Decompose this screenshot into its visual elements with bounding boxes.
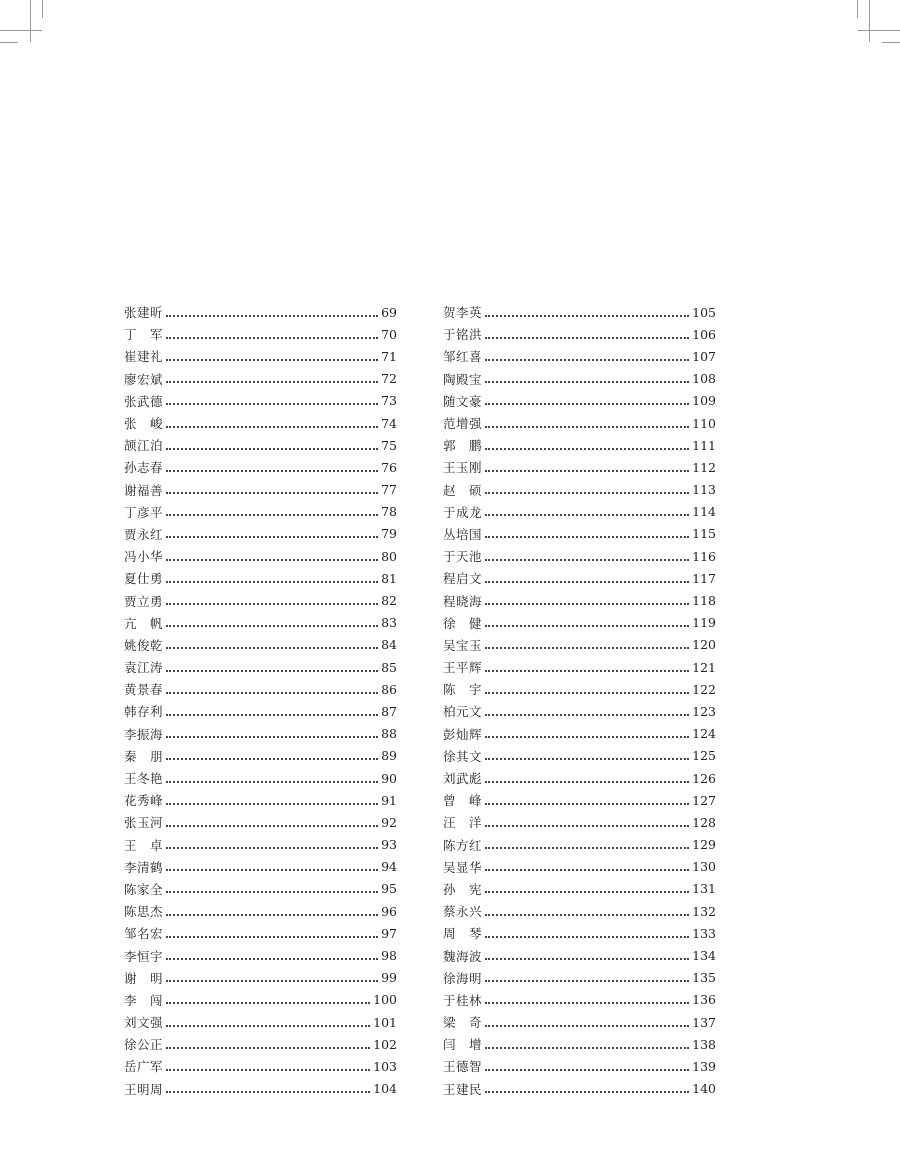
index-entry	[124, 678, 397, 700]
dot-leader	[166, 1001, 370, 1004]
entry-name: 谢福善	[124, 482, 164, 498]
index-entry	[124, 989, 397, 1011]
index-entry	[443, 567, 716, 589]
entry-name: 柏元文	[443, 704, 483, 720]
dot-leader	[166, 646, 378, 649]
index-entry	[443, 967, 716, 989]
dot-leader	[166, 535, 378, 538]
crop-mark-top-left-h	[0, 30, 42, 31]
dot-leader	[166, 1068, 370, 1071]
crop-mark-top-right-v2	[857, 0, 858, 18]
index-entry	[124, 944, 397, 966]
dot-leader	[485, 624, 689, 627]
index-entry	[443, 301, 716, 323]
index-entry	[443, 412, 716, 434]
dot-leader	[166, 713, 378, 716]
entry-name: 李振海	[124, 726, 164, 742]
entry-name: 魏海波	[443, 948, 483, 964]
entry-name: 张建昕	[124, 305, 164, 321]
index-entry	[443, 700, 716, 722]
dot-leader	[485, 1001, 689, 1004]
entry-name: 姚俊乾	[124, 637, 164, 653]
dot-leader	[166, 1024, 370, 1027]
entry-page-number: 138	[692, 1036, 716, 1052]
dot-leader	[485, 780, 689, 783]
index-entry	[124, 922, 397, 944]
index-left-column	[124, 301, 397, 1100]
dot-leader	[485, 802, 689, 805]
dot-leader	[485, 1024, 689, 1027]
index-entry	[124, 878, 397, 900]
index-entry	[443, 678, 716, 700]
entry-page-number: 106	[692, 326, 716, 342]
dot-leader	[166, 935, 378, 938]
index-entry	[443, 479, 716, 501]
dot-leader	[485, 558, 689, 561]
entry-page-number: 84	[381, 637, 397, 653]
entry-page-number: 123	[692, 703, 716, 719]
entry-page-number: 140	[692, 1081, 716, 1097]
entry-page-number: 102	[373, 1036, 397, 1052]
index-entry	[443, 545, 716, 567]
entry-name: 陶殿宝	[443, 371, 483, 387]
entry-name: 随文豪	[443, 393, 483, 409]
dot-leader	[485, 890, 689, 893]
index-entry	[443, 767, 716, 789]
index-entry	[124, 811, 397, 833]
entry-page-number: 129	[692, 837, 716, 853]
dot-leader	[485, 979, 689, 982]
dot-leader	[166, 447, 378, 450]
dot-leader	[166, 624, 378, 627]
entry-page-number: 77	[381, 482, 397, 498]
crop-mark-top-right-h2	[882, 42, 900, 43]
dot-leader	[166, 868, 378, 871]
entry-name: 程晓海	[443, 593, 483, 609]
index-entry	[443, 1011, 716, 1033]
entry-page-number: 98	[381, 948, 397, 964]
entry-page-number: 119	[692, 615, 716, 631]
entry-name: 吴宝玉	[443, 637, 483, 653]
entry-name: 范增强	[443, 416, 483, 432]
entry-page-number: 117	[692, 570, 716, 586]
index-entry	[124, 456, 397, 478]
dot-leader	[166, 691, 378, 694]
entry-page-number: 72	[381, 371, 397, 387]
entry-name: 于桂林	[443, 992, 483, 1008]
dot-leader	[485, 491, 689, 494]
entry-name: 徐公正	[124, 1037, 164, 1053]
index-entry	[124, 345, 397, 367]
index-entry	[124, 1078, 397, 1100]
index-entry	[443, 1055, 716, 1077]
dot-leader	[166, 469, 378, 472]
index-entry	[443, 878, 716, 900]
index-entry	[443, 789, 716, 811]
entry-name: 周 琴	[443, 926, 483, 942]
index-entry	[124, 545, 397, 567]
index-entry	[124, 501, 397, 523]
entry-name: 于铭洪	[443, 327, 483, 343]
dot-leader	[166, 1046, 370, 1049]
dot-leader	[166, 735, 378, 738]
index-entry	[124, 523, 397, 545]
entry-page-number: 126	[692, 770, 716, 786]
dot-leader	[166, 846, 378, 849]
entry-name: 韩存利	[124, 704, 164, 720]
entry-name: 王 卓	[124, 837, 164, 853]
entry-page-number: 91	[381, 792, 397, 808]
entry-page-number: 75	[381, 437, 397, 453]
dot-leader	[166, 602, 378, 605]
entry-page-number: 87	[381, 703, 397, 719]
entry-name: 孙志春	[124, 460, 164, 476]
entry-page-number: 88	[381, 726, 397, 742]
entry-name: 亢 帆	[124, 615, 164, 631]
index-entry	[124, 412, 397, 434]
index-entry	[124, 1033, 397, 1055]
entry-name: 廖宏斌	[124, 371, 164, 387]
index-entry	[124, 856, 397, 878]
entry-name: 王建民	[443, 1081, 483, 1097]
index-entry	[124, 789, 397, 811]
entry-page-number: 125	[692, 748, 716, 764]
entry-name: 谢 明	[124, 970, 164, 986]
entry-name: 徐海明	[443, 970, 483, 986]
index-entry	[124, 301, 397, 323]
entry-name: 花秀峰	[124, 793, 164, 809]
entry-page-number: 83	[381, 615, 397, 631]
entry-page-number: 73	[381, 393, 397, 409]
index-entry	[443, 745, 716, 767]
index-entry	[443, 434, 716, 456]
entry-name: 于成龙	[443, 504, 483, 520]
index-entry	[124, 612, 397, 634]
entry-page-number: 111	[692, 437, 716, 453]
index-entry	[124, 700, 397, 722]
entry-page-number: 133	[692, 925, 716, 941]
dot-leader	[485, 957, 689, 960]
crop-mark-top-left-h2	[0, 42, 18, 43]
index-entry	[443, 723, 716, 745]
entry-page-number: 100	[373, 992, 397, 1008]
index-entry	[443, 834, 716, 856]
entry-name: 闫 增	[443, 1037, 483, 1053]
dot-leader	[485, 846, 689, 849]
index-entry	[124, 368, 397, 390]
entry-page-number: 99	[381, 970, 397, 986]
index-entry	[443, 390, 716, 412]
dot-leader	[485, 425, 689, 428]
index-entry	[443, 856, 716, 878]
dot-leader	[166, 1090, 370, 1093]
index-entry	[124, 656, 397, 678]
entry-name: 彭灿辉	[443, 726, 483, 742]
entry-name: 张武德	[124, 393, 164, 409]
entry-name: 赵 硕	[443, 482, 483, 498]
entry-page-number: 137	[692, 1014, 716, 1030]
entry-page-number: 104	[373, 1081, 397, 1097]
entry-page-number: 124	[692, 726, 716, 742]
entry-name: 王德智	[443, 1059, 483, 1075]
entry-name: 冯小华	[124, 549, 164, 565]
index-entry	[124, 589, 397, 611]
dot-leader	[485, 935, 689, 938]
entry-name: 曾 峰	[443, 793, 483, 809]
entry-page-number: 80	[381, 548, 397, 564]
index-entry	[124, 900, 397, 922]
dot-leader	[485, 1046, 689, 1049]
index-entry	[124, 834, 397, 856]
entry-page-number: 118	[692, 593, 716, 609]
dot-leader	[485, 868, 689, 871]
index-entry	[443, 922, 716, 944]
dot-leader	[166, 802, 378, 805]
dot-leader	[166, 314, 378, 317]
dot-leader	[166, 913, 378, 916]
index-entry	[443, 900, 716, 922]
entry-name: 张 峻	[124, 416, 164, 432]
dot-leader	[166, 979, 378, 982]
index-entry	[443, 656, 716, 678]
dot-leader	[485, 913, 689, 916]
entry-name: 黄景春	[124, 682, 164, 698]
entry-name: 李恒宇	[124, 948, 164, 964]
dot-leader	[485, 713, 689, 716]
entry-page-number: 139	[692, 1058, 716, 1074]
entry-page-number: 135	[692, 970, 716, 986]
dot-leader	[166, 402, 378, 405]
index-entry	[124, 723, 397, 745]
entry-name: 徐其文	[443, 748, 483, 764]
dot-leader	[485, 513, 689, 516]
dot-leader	[485, 314, 689, 317]
entry-page-number: 89	[381, 748, 397, 764]
entry-page-number: 122	[692, 681, 716, 697]
entry-name: 梁 奇	[443, 1015, 483, 1031]
entry-page-number: 128	[692, 814, 716, 830]
dot-leader	[166, 780, 378, 783]
index-entry	[443, 1033, 716, 1055]
entry-name: 颉江泊	[124, 438, 164, 454]
entry-page-number: 109	[692, 393, 716, 409]
dot-leader	[485, 1068, 689, 1071]
dot-leader	[166, 425, 378, 428]
entry-name: 贾永红	[124, 526, 164, 542]
dot-leader	[166, 380, 378, 383]
dot-leader	[485, 447, 689, 450]
index-entry	[443, 1078, 716, 1100]
entry-name: 崔建礼	[124, 349, 164, 365]
entry-name: 李 闯	[124, 992, 164, 1008]
entry-page-number: 86	[381, 681, 397, 697]
entry-name: 王平辉	[443, 660, 483, 676]
index-entry	[443, 589, 716, 611]
dot-leader	[485, 1090, 689, 1093]
entry-page-number: 93	[381, 837, 397, 853]
entry-name: 王明周	[124, 1081, 164, 1097]
entry-page-number: 78	[381, 504, 397, 520]
index-entry	[443, 456, 716, 478]
entry-page-number: 97	[381, 925, 397, 941]
entry-name: 王冬艳	[124, 771, 164, 787]
entry-page-number: 132	[692, 903, 716, 919]
dot-leader	[485, 336, 689, 339]
entry-name: 程启文	[443, 571, 483, 587]
entry-page-number: 115	[692, 526, 716, 542]
entry-page-number: 103	[373, 1058, 397, 1074]
dot-leader	[485, 602, 689, 605]
entry-name: 孙 宪	[443, 881, 483, 897]
index-entry	[124, 434, 397, 456]
dot-leader	[166, 890, 378, 893]
dot-leader	[485, 580, 689, 583]
entry-name: 张玉河	[124, 815, 164, 831]
entry-page-number: 134	[692, 948, 716, 964]
dot-leader	[485, 824, 689, 827]
index-entry	[443, 989, 716, 1011]
entry-name: 刘文强	[124, 1015, 164, 1031]
entry-name: 于天池	[443, 549, 483, 565]
entry-name: 李清鹤	[124, 859, 164, 875]
dot-leader	[166, 558, 378, 561]
entry-name: 丁彦平	[124, 504, 164, 520]
index-entry	[124, 634, 397, 656]
index-entry	[443, 501, 716, 523]
index-entry	[124, 390, 397, 412]
index-entry	[124, 479, 397, 501]
entry-page-number: 101	[373, 1014, 397, 1030]
entry-page-number: 110	[692, 415, 716, 431]
index-entry	[124, 967, 397, 989]
index-entry	[124, 1011, 397, 1033]
dot-leader	[166, 757, 378, 760]
entry-name: 袁江涛	[124, 660, 164, 676]
entry-name: 邹名宏	[124, 926, 164, 942]
crop-mark-top-right-h	[858, 30, 900, 31]
entry-page-number: 136	[692, 992, 716, 1008]
entry-page-number: 120	[692, 637, 716, 653]
entry-name: 汪 洋	[443, 815, 483, 831]
entry-page-number: 130	[692, 859, 716, 875]
entry-page-number: 116	[692, 548, 716, 564]
dot-leader	[485, 735, 689, 738]
entry-name: 丁 军	[124, 327, 164, 343]
index-entry	[443, 612, 716, 634]
entry-name: 陈思杰	[124, 904, 164, 920]
entry-page-number: 69	[381, 304, 397, 320]
dot-leader	[485, 535, 689, 538]
dot-leader	[166, 358, 378, 361]
entry-name: 刘武彪	[443, 771, 483, 787]
entry-name: 陈家全	[124, 881, 164, 897]
entry-page-number: 81	[381, 570, 397, 586]
entry-name: 贾立勇	[124, 593, 164, 609]
index-entry	[124, 323, 397, 345]
dot-leader	[166, 580, 378, 583]
entry-name: 王玉刚	[443, 460, 483, 476]
entry-page-number: 96	[381, 903, 397, 919]
entry-name: 陈方红	[443, 837, 483, 853]
dot-leader	[485, 358, 689, 361]
entry-page-number: 113	[692, 482, 716, 498]
entry-name: 夏仕勇	[124, 571, 164, 587]
dot-leader	[166, 824, 378, 827]
entry-page-number: 76	[381, 459, 397, 475]
dot-leader	[166, 957, 378, 960]
entry-name: 贺李英	[443, 305, 483, 321]
index-entry	[443, 345, 716, 367]
index-entry	[124, 567, 397, 589]
crop-mark-top-left-v	[30, 0, 31, 42]
entry-page-number: 127	[692, 792, 716, 808]
crop-mark-top-left-v2	[42, 0, 43, 18]
entry-page-number: 71	[381, 348, 397, 364]
entry-page-number: 105	[692, 304, 716, 320]
entry-name: 秦 朋	[124, 748, 164, 764]
dot-leader	[485, 380, 689, 383]
entry-name: 邹红喜	[443, 349, 483, 365]
dot-leader	[485, 669, 689, 672]
dot-leader	[485, 402, 689, 405]
entry-name: 郭 鹏	[443, 438, 483, 454]
index-entry	[443, 944, 716, 966]
index-right-column	[443, 301, 716, 1100]
dot-leader	[485, 691, 689, 694]
entry-page-number: 79	[381, 526, 397, 542]
index-entry	[124, 1055, 397, 1077]
index-entry	[443, 323, 716, 345]
index-entry	[443, 634, 716, 656]
index-entry	[443, 523, 716, 545]
crop-mark-top-right-v	[869, 0, 870, 42]
index-entry	[124, 745, 397, 767]
entry-page-number: 114	[692, 504, 716, 520]
dot-leader	[166, 513, 378, 516]
dot-leader	[485, 469, 689, 472]
entry-page-number: 95	[381, 881, 397, 897]
entry-name: 蔡永兴	[443, 904, 483, 920]
entry-page-number: 121	[692, 659, 716, 675]
entry-page-number: 112	[692, 459, 716, 475]
entry-page-number: 74	[381, 415, 397, 431]
dot-leader	[485, 646, 689, 649]
dot-leader	[166, 336, 378, 339]
dot-leader	[166, 669, 378, 672]
entry-name: 丛培国	[443, 526, 483, 542]
entry-name: 陈 宇	[443, 682, 483, 698]
index-entry	[443, 368, 716, 390]
entry-page-number: 108	[692, 371, 716, 387]
entry-name: 徐 健	[443, 615, 483, 631]
entry-page-number: 85	[381, 659, 397, 675]
dot-leader	[166, 491, 378, 494]
entry-page-number: 70	[381, 326, 397, 342]
entry-name: 吴显华	[443, 859, 483, 875]
entry-name: 岳广军	[124, 1059, 164, 1075]
entry-page-number: 90	[381, 770, 397, 786]
entry-page-number: 92	[381, 814, 397, 830]
entry-page-number: 94	[381, 859, 397, 875]
index-entry	[443, 811, 716, 833]
entry-page-number: 82	[381, 593, 397, 609]
dot-leader	[485, 757, 689, 760]
entry-page-number: 107	[692, 348, 716, 364]
entry-page-number: 131	[692, 881, 716, 897]
index-entry	[124, 767, 397, 789]
